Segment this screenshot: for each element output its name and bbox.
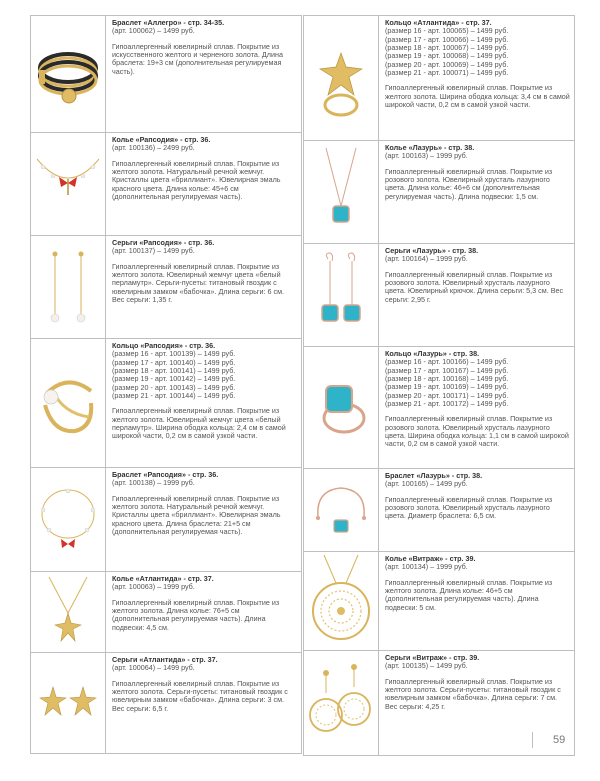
item-title: Серьги «Витраж» - стр. 39. xyxy=(385,653,480,662)
catalog-entry xyxy=(30,235,302,339)
item-article: (размер 16 - арт. 100166) – 1499 руб. xyxy=(385,357,509,367)
item-article: (размер 16 - арт. 100139) – 1499 руб. xyxy=(112,349,236,359)
item-article: (арт. 100138) – 1999 руб. xyxy=(112,478,195,488)
bracelet-lazur-icon xyxy=(304,469,379,551)
catalog-entry xyxy=(303,243,575,347)
catalog-entry xyxy=(30,132,302,236)
item-article: (размер 20 - арт. 100171) – 1499 руб. xyxy=(385,390,509,400)
item-article: (размер 19 - арт. 100068) – 1499 руб. xyxy=(385,51,509,61)
item-article: (размер 19 - арт. 100142) – 1499 руб. xyxy=(112,374,236,384)
catalog-entry xyxy=(30,571,302,653)
earrings-lazur-icon xyxy=(304,244,379,346)
item-title: Колье «Атлантида» - стр. 37. xyxy=(112,574,214,583)
item-article: (арт. 100135) – 1499 руб. xyxy=(385,661,468,671)
earrings-rapsodiya-icon xyxy=(31,236,106,338)
item-article: (размер 17 - арт. 100140) – 1499 руб. xyxy=(112,357,236,367)
item-article: (размер 21 - арт. 100144) – 1499 руб. xyxy=(112,391,236,401)
item-article: (размер 18 - арт. 100141) – 1499 руб. xyxy=(112,366,236,376)
item-description: Гипоаллергенный ювелирный сплав. Покрытие из желтого золота. Серьги-пусеты: титановый гвоздик с ювелирным замком «бабочка». Длина серьги: 3 см. Вес серьги: 6,5 г. xyxy=(112,678,288,713)
item-title: Браслет «Аллегро» - стр. 34-35. xyxy=(112,18,225,27)
item-title: Кольцо «Лазурь» - стр. 38. xyxy=(385,349,480,358)
item-description: Гипоаллергенный ювелирный сплав. Покрытие из розового золота. Ювелирный хрусталь лазурного цвета. Диаметр браслета: 6,5 см. xyxy=(385,494,553,521)
left-column xyxy=(30,16,302,754)
item-article: (размер 18 - арт. 100067) – 1499 руб. xyxy=(385,43,509,53)
item-description: Гипоаллергенный ювелирный сплав. Покрытие из желтого золота. Ювелирный жемчуг цвета «белый перламутр». Ширина ободка кольца: 2,4 см в самой широкой части, 0,2 см в самой узкой части. xyxy=(112,406,286,441)
item-description: Гипоаллергенный ювелирный сплав. Покрытие из желтого золота. Длина колье: 46+5 см (дополнительная регулируемая часть). Длина подвески: 5 см. xyxy=(385,577,553,612)
item-title: Браслет «Рапсодия» - стр. 36. xyxy=(112,470,219,479)
earrings-vitrazh-icon xyxy=(304,651,379,755)
item-description: Гипоаллергенный ювелирный сплав. Покрытие из искусственного желтого и черненого золота. Длина браслета: 19+3 см (дополнительная регулируемая часть). xyxy=(112,41,283,76)
item-article: (размер 21 - арт. 100071) – 1499 руб. xyxy=(385,68,509,78)
item-article: (размер 21 - арт. 100172) – 1499 руб. xyxy=(385,399,509,409)
item-title: Браслет «Лазурь» - стр. 38. xyxy=(385,471,483,480)
catalog-entry xyxy=(303,346,575,469)
item-title: Серьги «Атлантида» - стр. 37. xyxy=(112,655,218,664)
item-article: (размер 16 - арт. 100065) – 1499 руб. xyxy=(385,26,509,36)
catalog-entry xyxy=(30,338,302,468)
item-article: (размер 19 - арт. 100169) – 1499 руб. xyxy=(385,382,509,392)
item-article: (размер 20 - арт. 100069) – 1499 руб. xyxy=(385,59,509,69)
item-description: Гипоаллергенный ювелирный сплав. Покрытие из розового золота. Ювелирный хрусталь лазурного цвета. Длина колье: 46+6 см (дополнительная регулируемая часть). Длина подвески: 1,5 см. xyxy=(385,166,553,201)
item-article: (размер 17 - арт. 100066) – 1499 руб. xyxy=(385,34,509,44)
item-description: Гипоаллергенный ювелирный сплав. Покрытие из желтого золота. Натуральный речной жемчуг. Кристаллы цвета «бриллиант». Ювелирная эмаль красного цвета. Длина браслета: 21+5 см (дополнительная регулируемая часть). xyxy=(112,493,281,537)
item-article: (арт. 100164) – 1999 руб. xyxy=(385,254,468,264)
item-title: Колье «Витраж» - стр. 39. xyxy=(385,554,476,563)
catalog-entry xyxy=(30,15,302,133)
catalog-entry xyxy=(303,650,575,756)
item-article: (размер 18 - арт. 100168) – 1499 руб. xyxy=(385,374,509,384)
bracelet-rapsodiya-icon xyxy=(31,468,106,571)
item-title: Серьги «Лазурь» - стр. 38. xyxy=(385,246,479,255)
item-article: (арт. 100134) – 1999 руб. xyxy=(385,562,468,572)
item-article: (арт. 100136) – 2499 руб. xyxy=(112,143,195,153)
catalog-entry xyxy=(30,652,302,754)
catalog-entry xyxy=(303,15,575,141)
page-number-divider xyxy=(532,732,533,748)
item-description: Гипоаллергенный ювелирный сплав. Покрытие из желтого золота. Ширина ободка кольца: 3,4 см в самой широкой части, 0,2 см в самой узкой части. xyxy=(385,83,570,110)
item-article: (арт. 100063) – 1999 руб. xyxy=(112,582,195,592)
catalog-entry xyxy=(303,140,575,244)
item-article: (арт. 100137) – 1499 руб. xyxy=(112,246,195,256)
item-title: Колье «Лазурь» - стр. 38. xyxy=(385,143,475,152)
earrings-atlantida-icon xyxy=(31,653,106,753)
ring-atlantida-icon xyxy=(304,16,379,140)
bracelet-allegro-icon xyxy=(31,16,106,132)
item-article: (арт. 100062) – 1499 руб. xyxy=(112,26,195,36)
necklace-rapsodiya-icon xyxy=(31,133,106,235)
item-title: Кольцо «Атлантида» - стр. 37. xyxy=(385,18,492,27)
item-description: Гипоаллергенный ювелирный сплав. Покрытие из желтого золота. Натуральный речной жемчуг. Кристаллы цвета «бриллиант». Ювелирная эмаль красного цвета. Длина колье: 45+6 см (дополнительная регулируемая часть). xyxy=(112,158,281,202)
item-title: Серьги «Рапсодия» - стр. 36. xyxy=(112,238,215,247)
ring-rapsodiya-icon xyxy=(31,339,106,467)
page-number: 59 xyxy=(553,734,566,746)
item-description: Гипоаллергенный ювелирный сплав. Покрытие из желтого золота. Длина колье: 76+5 см (дополнительная регулируемая часть). Длина подвески: 4,5 см. xyxy=(112,597,280,632)
necklace-vitrazh-icon xyxy=(304,552,379,650)
item-description: Гипоаллергенный ювелирный сплав. Покрытие из желтого золота. Ювелирный жемчуг цвета «белый перламутр». Серьги-пусеты: титановый гвоздик с ювелирным замком «бабочка». Длина серьги: 6 см. Вес серьги: 1,35 г. xyxy=(112,261,285,305)
item-description: Гипоаллергенный ювелирный сплав. Покрытие из розового золота. Ювелирный хрусталь лазурного цвета. Ювелирный крючок. Длина серьги: 5,3 см. Вес серьги: 2,95 г. xyxy=(385,269,564,304)
item-article: (арт. 100165) – 1499 руб. xyxy=(385,479,468,489)
catalog-entry xyxy=(30,467,302,572)
catalog-entry xyxy=(303,468,575,552)
item-article: (арт. 100163) – 1999 руб. xyxy=(385,151,468,161)
item-article: (арт. 100064) – 1499 руб. xyxy=(112,663,195,673)
item-title: Колье «Рапсодия» - стр. 36. xyxy=(112,135,211,144)
necklace-lazur-icon xyxy=(304,141,379,243)
right-column xyxy=(303,16,575,756)
necklace-atlantida-icon xyxy=(31,572,106,652)
item-article: (размер 17 - арт. 100167) – 1499 руб. xyxy=(385,365,509,375)
ring-lazur-icon xyxy=(304,347,379,468)
item-description: Гипоаллергенный ювелирный сплав. Покрытие из розового золота. Ювелирный хрусталь лазурного цвета. Ширина ободка кольца: 1,1 см в самой широкой части, 0,2 см в самой узкой части. xyxy=(385,414,569,449)
catalog-entry xyxy=(303,551,575,651)
item-title: Кольцо «Рапсодия» - стр. 36. xyxy=(112,341,216,350)
item-description: Гипоаллергенный ювелирный сплав. Покрытие из желтого золота. Серьги-пусеты: титановый гвоздик с ювелирным замком «бабочка». Длина серьги: 7 см. Вес серьги: 4,25 г. xyxy=(385,676,561,711)
item-article: (размер 20 - арт. 100143) – 1499 руб. xyxy=(112,382,236,392)
